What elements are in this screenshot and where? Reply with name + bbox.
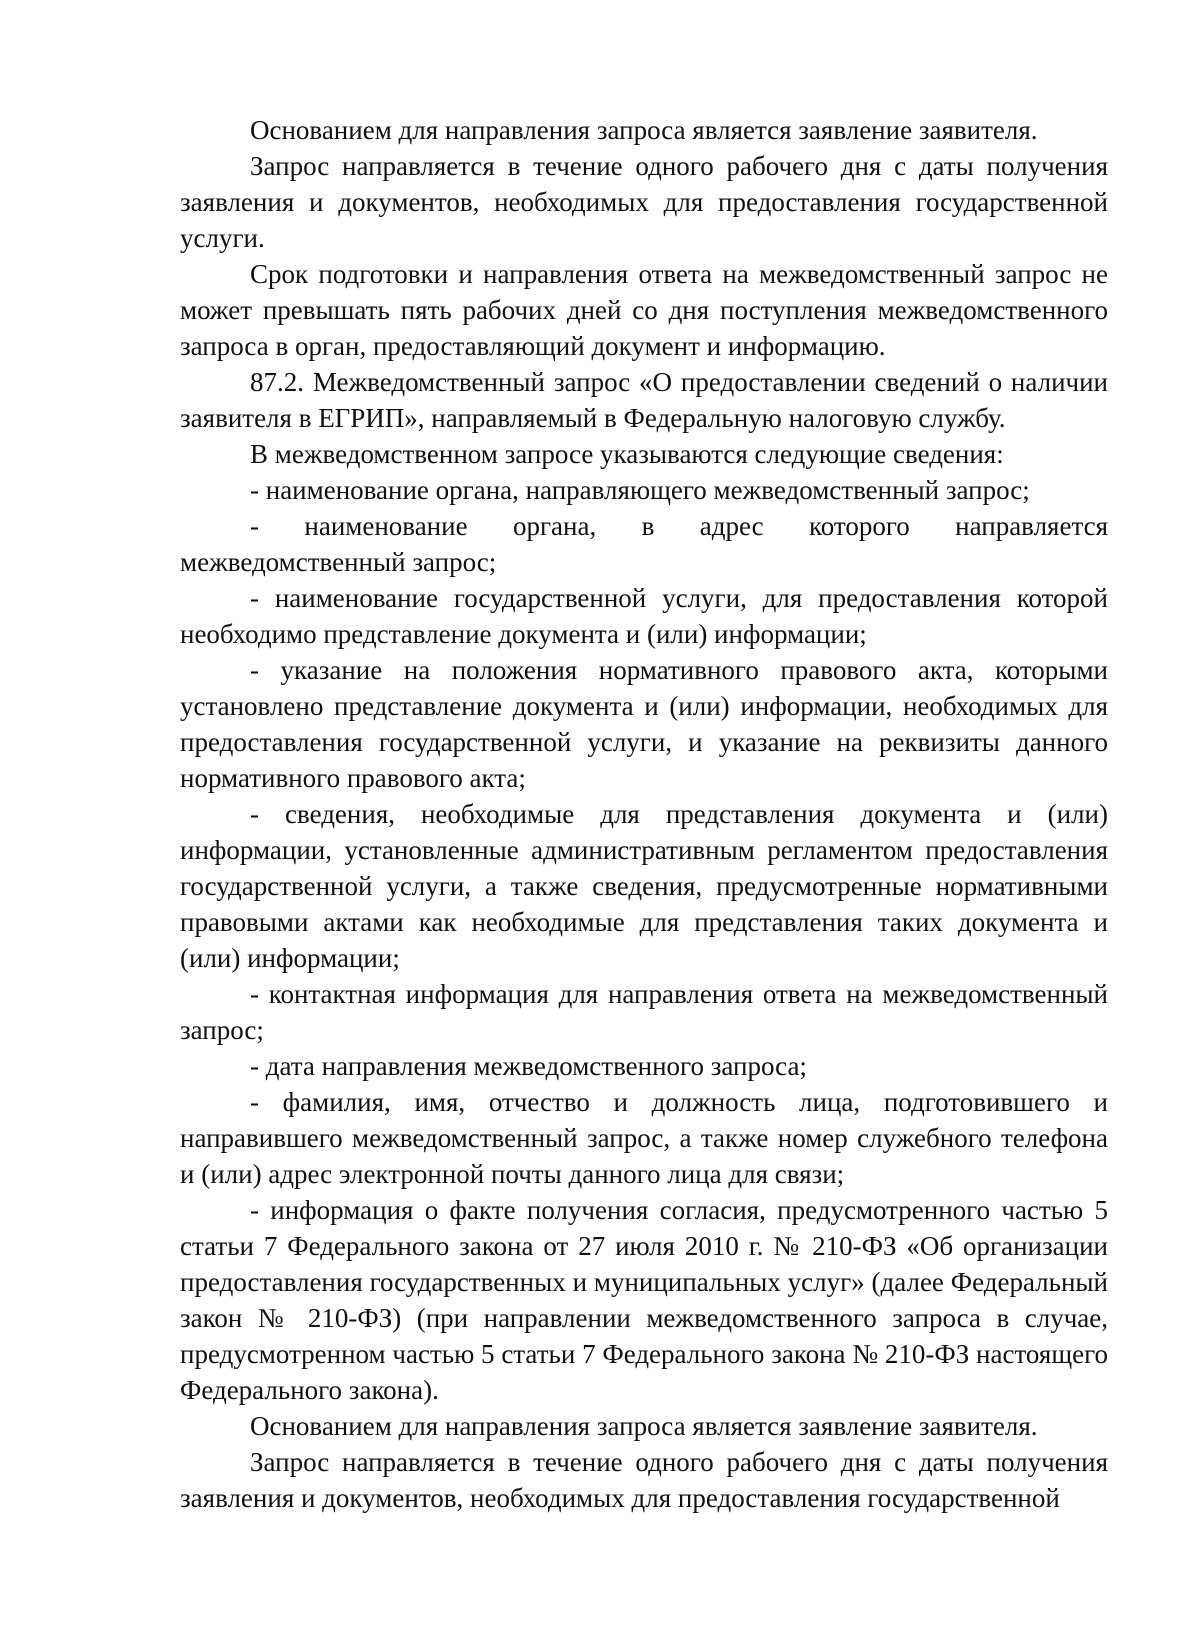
list-item-sender-name: - наименование органа, направляющего межведомственный запрос;: [250, 475, 1030, 505]
list-item-legal-act: - указание на положения нормативного правового акта, которыми установлено представление документа и (или) информации, необходимых для предоставления государственной услуги, и указание на реквизиты данного нормативного правового акта;: [180, 655, 1108, 793]
list-item-officer-details: - фамилия, имя, отчество и должность лица, подготовившего и направившего межведомственный запрос, а также номер служебного телефона и (или) адрес электронной почты данного лица для связи;: [180, 1087, 1108, 1189]
list-item-required-info: - сведения, необходимые для представления документа и (или) информации, установленные административным регламентом предоставления государственной услуги, а также сведения, предусмотренные нормативными правовыми актами как необходимые для представления таких документа и (или) информации;: [180, 799, 1108, 973]
paragraph-request-deadline-repeat: Запрос направляется в течение одного рабочего дня с даты получения заявления и документов, необходимых для предоставления государственной: [180, 1447, 1108, 1513]
list-item-request-date: - дата направления межведомственного запроса;: [250, 1051, 807, 1081]
paragraph-request-deadline: Запрос направляется в течение одного рабочего дня с даты получения заявления и документов, необходимых для предоставления государственной услуги.: [180, 151, 1108, 253]
list-item-service-name: - наименование государственной услуги, для предоставления которой необходимо представление документа и (или) информации;: [180, 583, 1108, 649]
paragraph-basis-repeat: Основанием для направления запроса является заявление заявителя.: [250, 1411, 1038, 1441]
paragraph-basis: Основанием для направления запроса является заявление заявителя.: [250, 115, 1038, 145]
paragraph-egrip-request: 87.2. Межведомственный запрос «О предоставлении сведений о наличии заявителя в ЕГРИП», направляемый в Федеральную налоговую службу.: [180, 367, 1108, 433]
list-item-contact-info: - контактная информация для направления ответа на межведомственный запрос;: [180, 979, 1108, 1045]
document-page: [180, 112, 1108, 1516]
list-item-recipient-name: - наименование органа, в адрес которого направляется межведомственный запрос;: [180, 511, 1108, 577]
paragraph-response-deadline: Срок подготовки и направления ответа на межведомственный запрос не может превышать пять рабочих дней со дня поступления межведомственного запроса в орган, предоставляющий документ и информацию.: [180, 259, 1108, 361]
paragraph-request-contents: В межведомственном запросе указываются следующие сведения:: [250, 439, 1004, 469]
list-item-consent-info: - информация о факте получения согласия, предусмотренного частью 5 статьи 7 Федерального закона от 27 июля 2010 г. № 210-ФЗ «Об организации предоставления государственных и муниципальных услуг» (далее Федеральный закон № 210-ФЗ) (при направлении межведомственного запроса в случае, предусмотренном частью 5 статьи 7 Федерального закона № 210-ФЗ настоящего Федерального закона).: [180, 1195, 1108, 1405]
